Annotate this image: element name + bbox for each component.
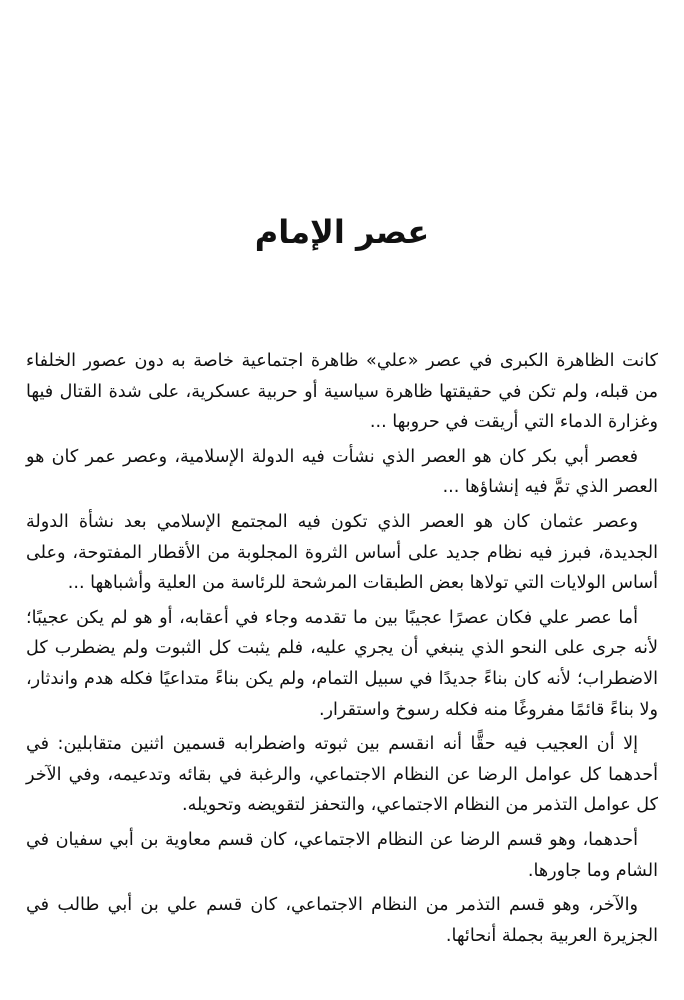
paragraph: أما عصر علي فكان عصرًا عجيبًا بين ما تقدمه وجاء في أعقابه، أو هو لم يكن عجيبًا؛ لأنه جرى على النحو الذي ينبغي أن يجري عليه، فلم يثبت كل الثبوت ولم يضطرب كل الاضطراب؛ لأنه كان بناءً جديدًا في سبيل التمام، ولم يكن بناءً متداعيًا فكله هدم واندثار، ولا بناءً قائمًا مفروغًا منه فكله رسوخ واستقرار. <box>26 607 658 720</box>
paragraph: إلا أن العجيب فيه حقًّا أنه انقسم بين ثبوته واضطرابه قسمين اثنين متقابلين: في أحدهما كل عوامل الرضا عن النظام الاجتماعي، والرغبة في بقائه وتدعيمه، وفي الآخر كل عوامل التذمر من النظام الاجتماعي، والتحفز لتقويضه وتحويله. <box>26 734 658 816</box>
paragraph: فعصر أبي بكر كان هو العصر الذي نشأت فيه الدولة الإسلامية، وعصر عمر كان هو العصر الذي تمَّ فيه إنشاؤها ... <box>26 446 658 498</box>
paragraph: وعصر عثمان كان هو العصر الذي تكون فيه المجتمع الإسلامي بعد نشأة الدولة الجديدة، فبرز فيه نظام جديد على أساس الثروة المجلوبة من الأقطار المفتوحة، وعلى أساس الولايات التي تولاها بعض الطبقات المرشحة للرئاسة من العلية وأشباهها ... <box>26 511 658 594</box>
chapter-body <box>26 346 658 951</box>
paragraph: والآخر، وهو قسم التذمر من النظام الاجتماعي، كان قسم علي بن أبي طالب في الجزيرة العربية بجملة أنحائها. <box>26 895 658 946</box>
chapter-title: عصر الإمام <box>254 213 430 251</box>
paragraph: كانت الظاهرة الكبرى في عصر «علي» ظاهرة اجتماعية خاصة به دون عصور الخلفاء من قبله، ولم تكن في حقيقتها ظاهرة سياسية أو حربية عسكرية، على شدة القتال فيها وغزارة الدماء التي أريقت في حروبها ... <box>26 351 658 433</box>
paragraph: أحدهما، وهو قسم الرضا عن النظام الاجتماعي، كان قسم معاوية بن أبي سفيان في الشام وما جاورها. <box>26 829 658 881</box>
